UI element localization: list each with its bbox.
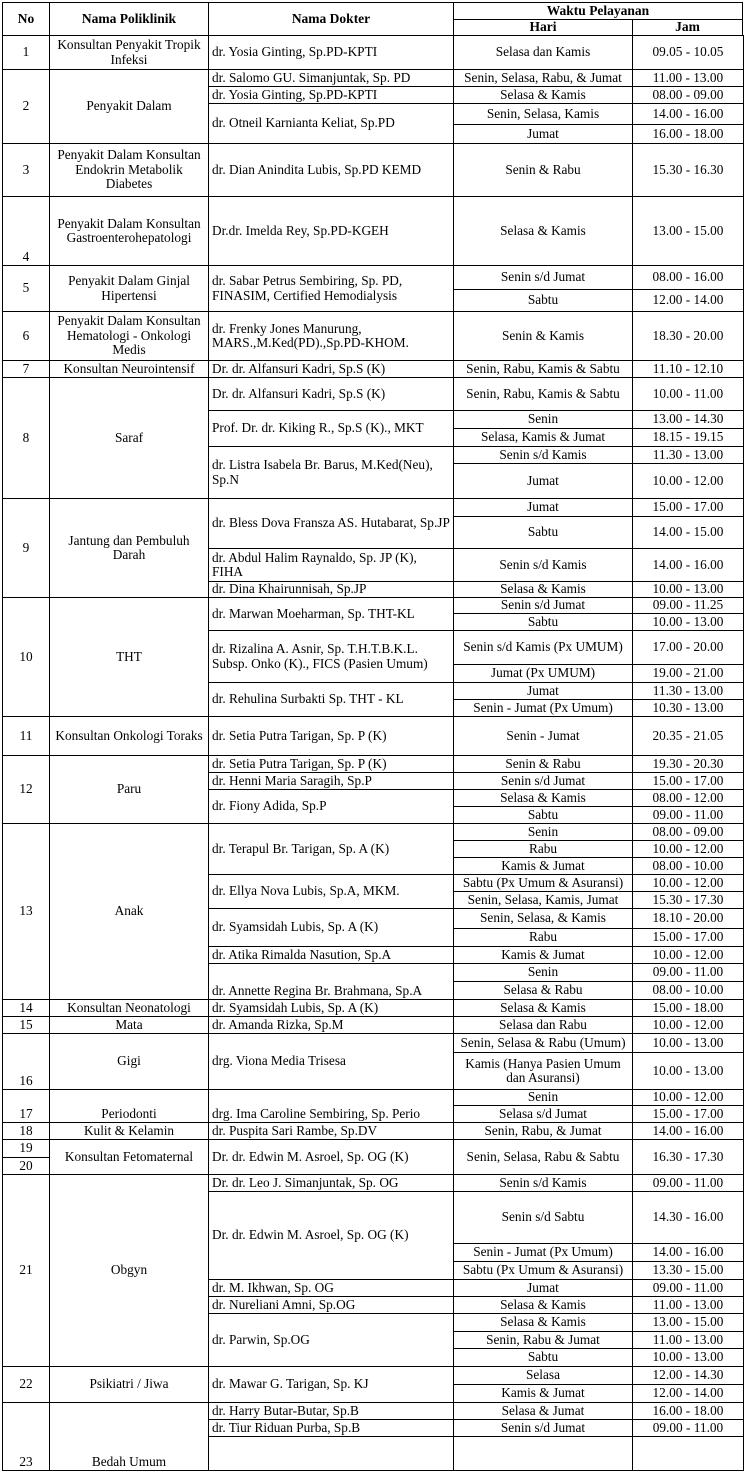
poliklinik-name: Penyakit Dalam	[49, 69, 209, 144]
schedule-day: Senin, Selasa, Kamis, Jumat	[453, 891, 633, 909]
schedule-day: Senin & Rabu	[453, 755, 633, 773]
schedule-day: Sabtu (Px Umum & Asuransi)	[453, 1261, 633, 1280]
doctor-name: dr. Tiur Riduan Purba, Sp.B	[208, 1419, 454, 1437]
poliklinik-name: Konsultan Fetomaternal	[49, 1139, 209, 1175]
poliklinik-name: Konsultan Neonatologi	[49, 999, 209, 1017]
doctor-name: dr. Ellya Nova Lubis, Sp.A, MKM.	[208, 874, 454, 909]
schedule-time: 11.00 - 13.00	[632, 1296, 744, 1314]
schedule-day: Senin - Jumat	[453, 716, 633, 756]
row-number: 14	[2, 999, 50, 1017]
schedule-time: 18.10 - 20.00	[632, 908, 744, 929]
row-number: 11	[2, 716, 50, 756]
schedule-day: Senin & Rabu	[453, 143, 633, 197]
schedule-time: 15.30 - 17.30	[632, 891, 744, 909]
row-number: 21	[2, 1174, 50, 1367]
doctor-name: drg. Ima Caroline Sembiring, Sp. Perio	[208, 1089, 454, 1123]
schedule-time: 08.00 - 10.00	[632, 857, 744, 875]
schedule-time	[632, 1436, 744, 1471]
schedule-day: Senin s/d Jumat	[453, 597, 633, 614]
schedule-time: 11.30 - 13.00	[632, 446, 744, 464]
schedule-day: Senin, Rabu, & Jumat	[453, 1122, 633, 1140]
schedule-day: Senin s/d Sabtu	[453, 1191, 633, 1244]
schedule-day: Senin	[453, 963, 633, 982]
row-number: 18	[2, 1122, 50, 1140]
schedule-time: 08.00 - 09.00	[632, 86, 744, 104]
poliklinik-name: Jantung dan Pembuluh Darah	[49, 498, 209, 598]
poliklinik-name: Periodonti	[49, 1089, 209, 1123]
row-number: 7	[2, 360, 50, 378]
schedule-day: Rabu	[453, 928, 633, 947]
schedule-time: 16.00 - 18.00	[632, 124, 744, 144]
schedule-time: 09.00 - 11.00	[632, 1174, 744, 1192]
doctor-name: dr. Bless Dova Fransza AS. Hutabarat, Sp.JP	[208, 498, 454, 549]
schedule-time: 11.00 - 13.00	[632, 1331, 744, 1349]
poliklinik-name: Bedah Umum	[49, 1402, 209, 1471]
schedule-day: Jumat	[453, 498, 633, 517]
poliklinik-name: Paru	[49, 755, 209, 824]
schedule-day: Rabu	[453, 840, 633, 858]
schedule-day: Selasa s/d Jumat	[453, 1105, 633, 1123]
schedule-day: Selasa & Kamis	[453, 789, 633, 807]
doctor-name: dr. Dian Anindita Lubis, Sp.PD KEMD	[208, 143, 454, 197]
poliklinik-name: THT	[49, 597, 209, 717]
schedule-time: 14.00 - 16.00	[632, 548, 744, 582]
schedule-day: Sabtu	[453, 1348, 633, 1367]
schedule-time: 08.00 - 09.00	[632, 823, 744, 841]
schedule-day: Jumat	[453, 682, 633, 700]
doctor-name: dr. Sabar Petrus Sembiring, Sp. PD, FINASIM, Certified Hemodialysis	[208, 265, 454, 312]
schedule-day: Senin s/d Kamis (Px UMUM)	[453, 630, 633, 665]
schedule-day: Senin, Rabu & Jumat	[453, 1331, 633, 1349]
schedule-time: 14.30 - 16.00	[632, 1191, 744, 1244]
poliklinik-name: Penyakit Dalam Konsultan Endokrin Metabolik Diabetes	[49, 143, 209, 197]
schedule-day: Selasa & Kamis	[453, 581, 633, 598]
row-number: 19	[2, 1139, 50, 1158]
schedule-time: 09.00 - 11.00	[632, 1279, 744, 1297]
doctor-name: dr. Terapul Br. Tarigan, Sp. A (K)	[208, 823, 454, 875]
doctor-name: dr. Amanda Rizka, Sp.M	[208, 1016, 454, 1034]
schedule-day: Jumat (Px UMUM)	[453, 664, 633, 683]
poliklinik-name: Obgyn	[49, 1174, 209, 1367]
schedule-day: Kamis & Jumat	[453, 1384, 633, 1403]
schedule-time: 11.30 - 13.00	[632, 682, 744, 700]
doctor-name: dr. Rehulina Surbakti Sp. THT - KL	[208, 682, 454, 717]
schedule-time: 10.30 - 13.00	[632, 699, 744, 717]
row-number: 8	[2, 377, 50, 499]
schedule-day: Senin	[453, 410, 633, 429]
schedule-time: 12.00 - 14.00	[632, 289, 744, 312]
doctor-name: dr. Dina Khairunnisah, Sp.JP	[208, 581, 454, 598]
schedule-day: Sabtu	[453, 516, 633, 549]
row-number: 17	[2, 1089, 50, 1123]
row-number: 1	[2, 35, 50, 70]
schedule-day: Selasa dan Kamis	[453, 35, 633, 70]
poliklinik-name: Kulit & Kelamin	[49, 1122, 209, 1140]
schedule-day: Senin s/d Jumat	[453, 265, 633, 290]
schedule-time: 10.00 - 13.00	[632, 1033, 744, 1053]
schedule-day: Selasa dan Rabu	[453, 1016, 633, 1034]
row-number: 10	[2, 597, 50, 717]
schedule-time: 13.00 - 15.00	[632, 1313, 744, 1332]
header-poliklinik: Nama Poliklinik	[49, 2, 209, 36]
schedule-time: 16.30 - 17.30	[632, 1139, 744, 1175]
row-number: 13	[2, 823, 50, 1000]
schedule-day: Sabtu	[453, 613, 633, 631]
schedule-time: 10.00 - 12.00	[632, 840, 744, 858]
schedule-day: Senin & Kamis	[453, 311, 633, 361]
schedule-time: 15.00 - 17.00	[632, 498, 744, 517]
schedule-day: Senin, Selasa, Rabu & Sabtu	[453, 1139, 633, 1175]
schedule-time: 17.00 - 20.00	[632, 630, 744, 665]
doctor-name: Dr. dr. Alfansuri Kadri, Sp.S (K)	[208, 377, 454, 411]
schedule-time: 09.05 - 10.05	[632, 35, 744, 70]
schedule-day: Selasa & Kamis	[453, 86, 633, 104]
schedule-time: 10.00 - 13.00	[632, 613, 744, 631]
schedule-time: 19.30 - 20.30	[632, 755, 744, 773]
poliklinik-name: Psikiatri / Jiwa	[49, 1366, 209, 1403]
row-number: 12	[2, 755, 50, 824]
schedule-day: Senin	[453, 1089, 633, 1106]
schedule-time: 16.00 - 18.00	[632, 1402, 744, 1420]
doctor-name: dr. Atika Rimalda Nasution, Sp.A	[208, 946, 454, 964]
schedule-time: 09.00 - 11.00	[632, 963, 744, 982]
doctor-name: dr. Mawar G. Tarigan, Sp. KJ	[208, 1366, 454, 1403]
schedule-time: 14.00 - 16.00	[632, 1243, 744, 1262]
row-number: 2	[2, 69, 50, 144]
schedule-day	[453, 1436, 633, 1471]
poliklinik-name: Konsultan Onkologi Toraks	[49, 716, 209, 756]
doctor-name: drg. Viona Media Trisesa	[208, 1033, 454, 1090]
row-number: 4	[2, 196, 50, 266]
poliklinik-name: Gigi	[49, 1033, 209, 1090]
row-number: 3	[2, 143, 50, 197]
schedule-time: 10.00 - 11.00	[632, 377, 744, 411]
schedule-day: Selasa & Kamis	[453, 1296, 633, 1314]
doctor-name: Prof. Dr. dr. Kiking R., Sp.S (K)., MKT	[208, 410, 454, 447]
schedule-time: 15.00 - 17.00	[632, 772, 744, 790]
doctor-name: dr. Puspita Sari Rambe, Sp.DV	[208, 1122, 454, 1140]
schedule-day: Senin	[453, 823, 633, 841]
schedule-time: 09.00 - 11.00	[632, 806, 744, 824]
schedule-time: 15.00 - 17.00	[632, 1105, 744, 1123]
doctor-name: Dr.dr. Imelda Rey, Sp.PD-KGEH	[208, 196, 454, 266]
schedule-time: 11.10 - 12.10	[632, 360, 744, 378]
schedule-time: 13.00 - 15.00	[632, 196, 744, 266]
poliklinik-name: Penyakit Dalam Konsultan Gastroenterohepatologi	[49, 196, 209, 266]
doctor-name: dr. Otneil Karnianta Keliat, Sp.PD	[208, 103, 454, 144]
row-number: 20	[2, 1157, 50, 1175]
doctor-name: dr. Harry Butar-Butar, Sp.B	[208, 1402, 454, 1420]
doctor-name: dr. Annette Regina Br. Brahmana, Sp.A	[208, 963, 454, 1000]
doctor-name: dr. Fiony Adida, Sp.P	[208, 789, 454, 824]
row-number: 5	[2, 265, 50, 312]
doctor-name: Dr. dr. Edwin M. Asroel, Sp. OG (K)	[208, 1191, 454, 1280]
doctor-name: dr. Marwan Moeharman, Sp. THT-KL	[208, 597, 454, 631]
schedule-time: 15.00 - 18.00	[632, 999, 744, 1017]
doctor-name: dr. Syamsidah Lubis, Sp. A (K)	[208, 999, 454, 1017]
schedule-time: 13.30 - 15.00	[632, 1261, 744, 1280]
schedule-day: Senin, Rabu, Kamis & Sabtu	[453, 377, 633, 411]
schedule-day: Selasa & Rabu	[453, 981, 633, 1000]
row-number: 16	[2, 1033, 50, 1090]
schedule-time: 15.30 - 16.30	[632, 143, 744, 197]
schedule-day: Selasa & Kamis	[453, 999, 633, 1017]
doctor-name: Dr. dr. Leo J. Simanjuntak, Sp. OG	[208, 1174, 454, 1192]
schedule-time: 14.00 - 15.00	[632, 516, 744, 549]
schedule-day: Senin s/d Jumat	[453, 772, 633, 790]
poliklinik-name: Anak	[49, 823, 209, 1000]
schedule-day: Senin s/d Kamis	[453, 548, 633, 582]
doctor-name: dr. Rizalina A. Asnir, Sp. T.H.T.B.K.L. Subsp. Onko (K)., FICS (Pasien Umum)	[208, 630, 454, 683]
schedule-day: Selasa & Kamis	[453, 196, 633, 266]
schedule-time: 18.15 - 19.15	[632, 428, 744, 447]
doctor-name: dr. Syamsidah Lubis, Sp. A (K)	[208, 908, 454, 947]
doctor-name: dr. Nureliani Amni, Sp.OG	[208, 1296, 454, 1314]
schedule-time: 08.00 - 12.00	[632, 789, 744, 807]
schedule-day: Sabtu	[453, 806, 633, 824]
header-no: No	[2, 2, 50, 36]
schedule-day: Kamis & Jumat	[453, 946, 633, 964]
doctor-name: dr. Yosia Ginting, Sp.PD-KPTI	[208, 86, 454, 104]
schedule-time: 19.00 - 21.00	[632, 664, 744, 683]
schedule-time: 09.00 - 11.25	[632, 597, 744, 614]
doctor-name: dr. Listra Isabela Br. Barus, M.Ked(Neu), Sp.N	[208, 446, 454, 499]
schedule-time: 10.00 - 13.00	[632, 581, 744, 598]
doctor-name	[208, 1436, 454, 1471]
schedule-time: 10.00 - 13.00	[632, 1348, 744, 1367]
schedule-time: 10.00 - 12.00	[632, 1089, 744, 1106]
schedule-day: Senin, Selasa, Rabu, & Jumat	[453, 69, 633, 87]
doctor-name: dr. M. Ikhwan, Sp. OG	[208, 1279, 454, 1297]
doctor-name: dr. Setia Putra Tarigan, Sp. P (K)	[208, 755, 454, 773]
schedule-time: 13.00 - 14.30	[632, 410, 744, 429]
schedule-day: Selasa	[453, 1366, 633, 1385]
schedule-time: 08.00 - 16.00	[632, 265, 744, 290]
schedule-day: Kamis & Jumat	[453, 857, 633, 875]
poliklinik-name: Mata	[49, 1016, 209, 1034]
poliklinik-name: Saraf	[49, 377, 209, 499]
doctor-name: Dr. dr. Edwin M. Asroel, Sp. OG (K)	[208, 1139, 454, 1175]
schedule-time: 10.00 - 12.00	[632, 463, 744, 499]
schedule-day: Senin - Jumat (Px Umum)	[453, 1243, 633, 1262]
header-jam: Jam	[632, 19, 743, 36]
schedule-time: 10.00 - 13.00	[632, 1052, 744, 1090]
header-dokter: Nama Dokter	[208, 2, 454, 36]
poliklinik-name: Penyakit Dalam Ginjal Hipertensi	[49, 265, 209, 312]
row-number: 15	[2, 1016, 50, 1034]
poliklinik-name: Konsultan Neurointensif	[49, 360, 209, 378]
doctor-name: dr. Abdul Halim Raynaldo, Sp. JP (K), FIHA	[208, 548, 454, 582]
schedule-day: Senin s/d Jumat	[453, 1419, 633, 1437]
row-number: 9	[2, 498, 50, 598]
doctor-name: dr. Setia Putra Tarigan, Sp. P (K)	[208, 716, 454, 756]
schedule-day: Senin - Jumat (Px Umum)	[453, 699, 633, 717]
schedule-time: 09.00 - 11.00	[632, 1419, 744, 1437]
schedule-time: 10.00 - 12.00	[632, 1016, 744, 1034]
schedule-day: Senin s/d Kamis	[453, 446, 633, 464]
schedule-time: 12.00 - 14.30	[632, 1366, 744, 1385]
row-number: 6	[2, 311, 50, 361]
schedule-day: Senin, Selasa, & Kamis	[453, 908, 633, 929]
schedule-time: 08.00 - 10.00	[632, 981, 744, 1000]
schedule-time: 18.30 - 20.00	[632, 311, 744, 361]
doctor-name: dr. Yosia Ginting, Sp.PD-KPTI	[208, 35, 454, 70]
schedule-day: Sabtu	[453, 289, 633, 312]
schedule-day: Selasa, Kamis & Jumat	[453, 428, 633, 447]
schedule-day: Senin, Selasa, Kamis	[453, 103, 633, 125]
doctor-name: dr. Parwin, Sp.OG	[208, 1313, 454, 1367]
schedule-time: 20.35 - 21.05	[632, 716, 744, 756]
schedule-day: Kamis (Hanya Pasien Umum dan Asuransi)	[453, 1052, 633, 1090]
header-hari: Hari	[453, 19, 633, 36]
poliklinik-name: Penyakit Dalam Konsultan Hematologi - Onkologi Medis	[49, 311, 209, 361]
schedule-day: Jumat	[453, 1279, 633, 1297]
schedule-day: Senin s/d Kamis	[453, 1174, 633, 1192]
schedule-day: Selasa & Kamis	[453, 1313, 633, 1332]
poliklinik-name: Konsultan Penyakit Tropik Infeksi	[49, 35, 209, 70]
schedule-day: Jumat	[453, 124, 633, 144]
doctor-name: dr. Frenky Jones Manurung, MARS.,M.Ked(PD).,Sp.PD-KHOM.	[208, 311, 454, 361]
schedule-day: Jumat	[453, 463, 633, 499]
schedule-time: 10.00 - 12.00	[632, 946, 744, 964]
schedule-time: 11.00 - 13.00	[632, 69, 744, 87]
schedule-time: 14.00 - 16.00	[632, 1122, 744, 1140]
header-waktu-pelayanan: Waktu Pelayanan	[453, 2, 743, 20]
schedule-time: 15.00 - 17.00	[632, 928, 744, 947]
doctor-name: Dr. dr. Alfansuri Kadri, Sp.S (K)	[208, 360, 454, 378]
row-number: 22	[2, 1366, 50, 1403]
doctor-name: dr. Henni Maria Saragih, Sp.P	[208, 772, 454, 790]
schedule-day: Sabtu (Px Umum & Asuransi)	[453, 874, 633, 892]
row-number: 23	[2, 1402, 50, 1471]
schedule-day: Selasa & Jumat	[453, 1402, 633, 1420]
schedule-day: Senin, Rabu, Kamis & Sabtu	[453, 360, 633, 378]
schedule-day: Senin, Selasa & Rabu (Umum)	[453, 1033, 633, 1053]
schedule-time: 14.00 - 16.00	[632, 103, 744, 125]
doctor-name: dr. Salomo GU. Simanjuntak, Sp. PD	[208, 69, 454, 87]
schedule-time: 12.00 - 14.00	[632, 1384, 744, 1403]
schedule-time: 10.00 - 12.00	[632, 874, 744, 892]
